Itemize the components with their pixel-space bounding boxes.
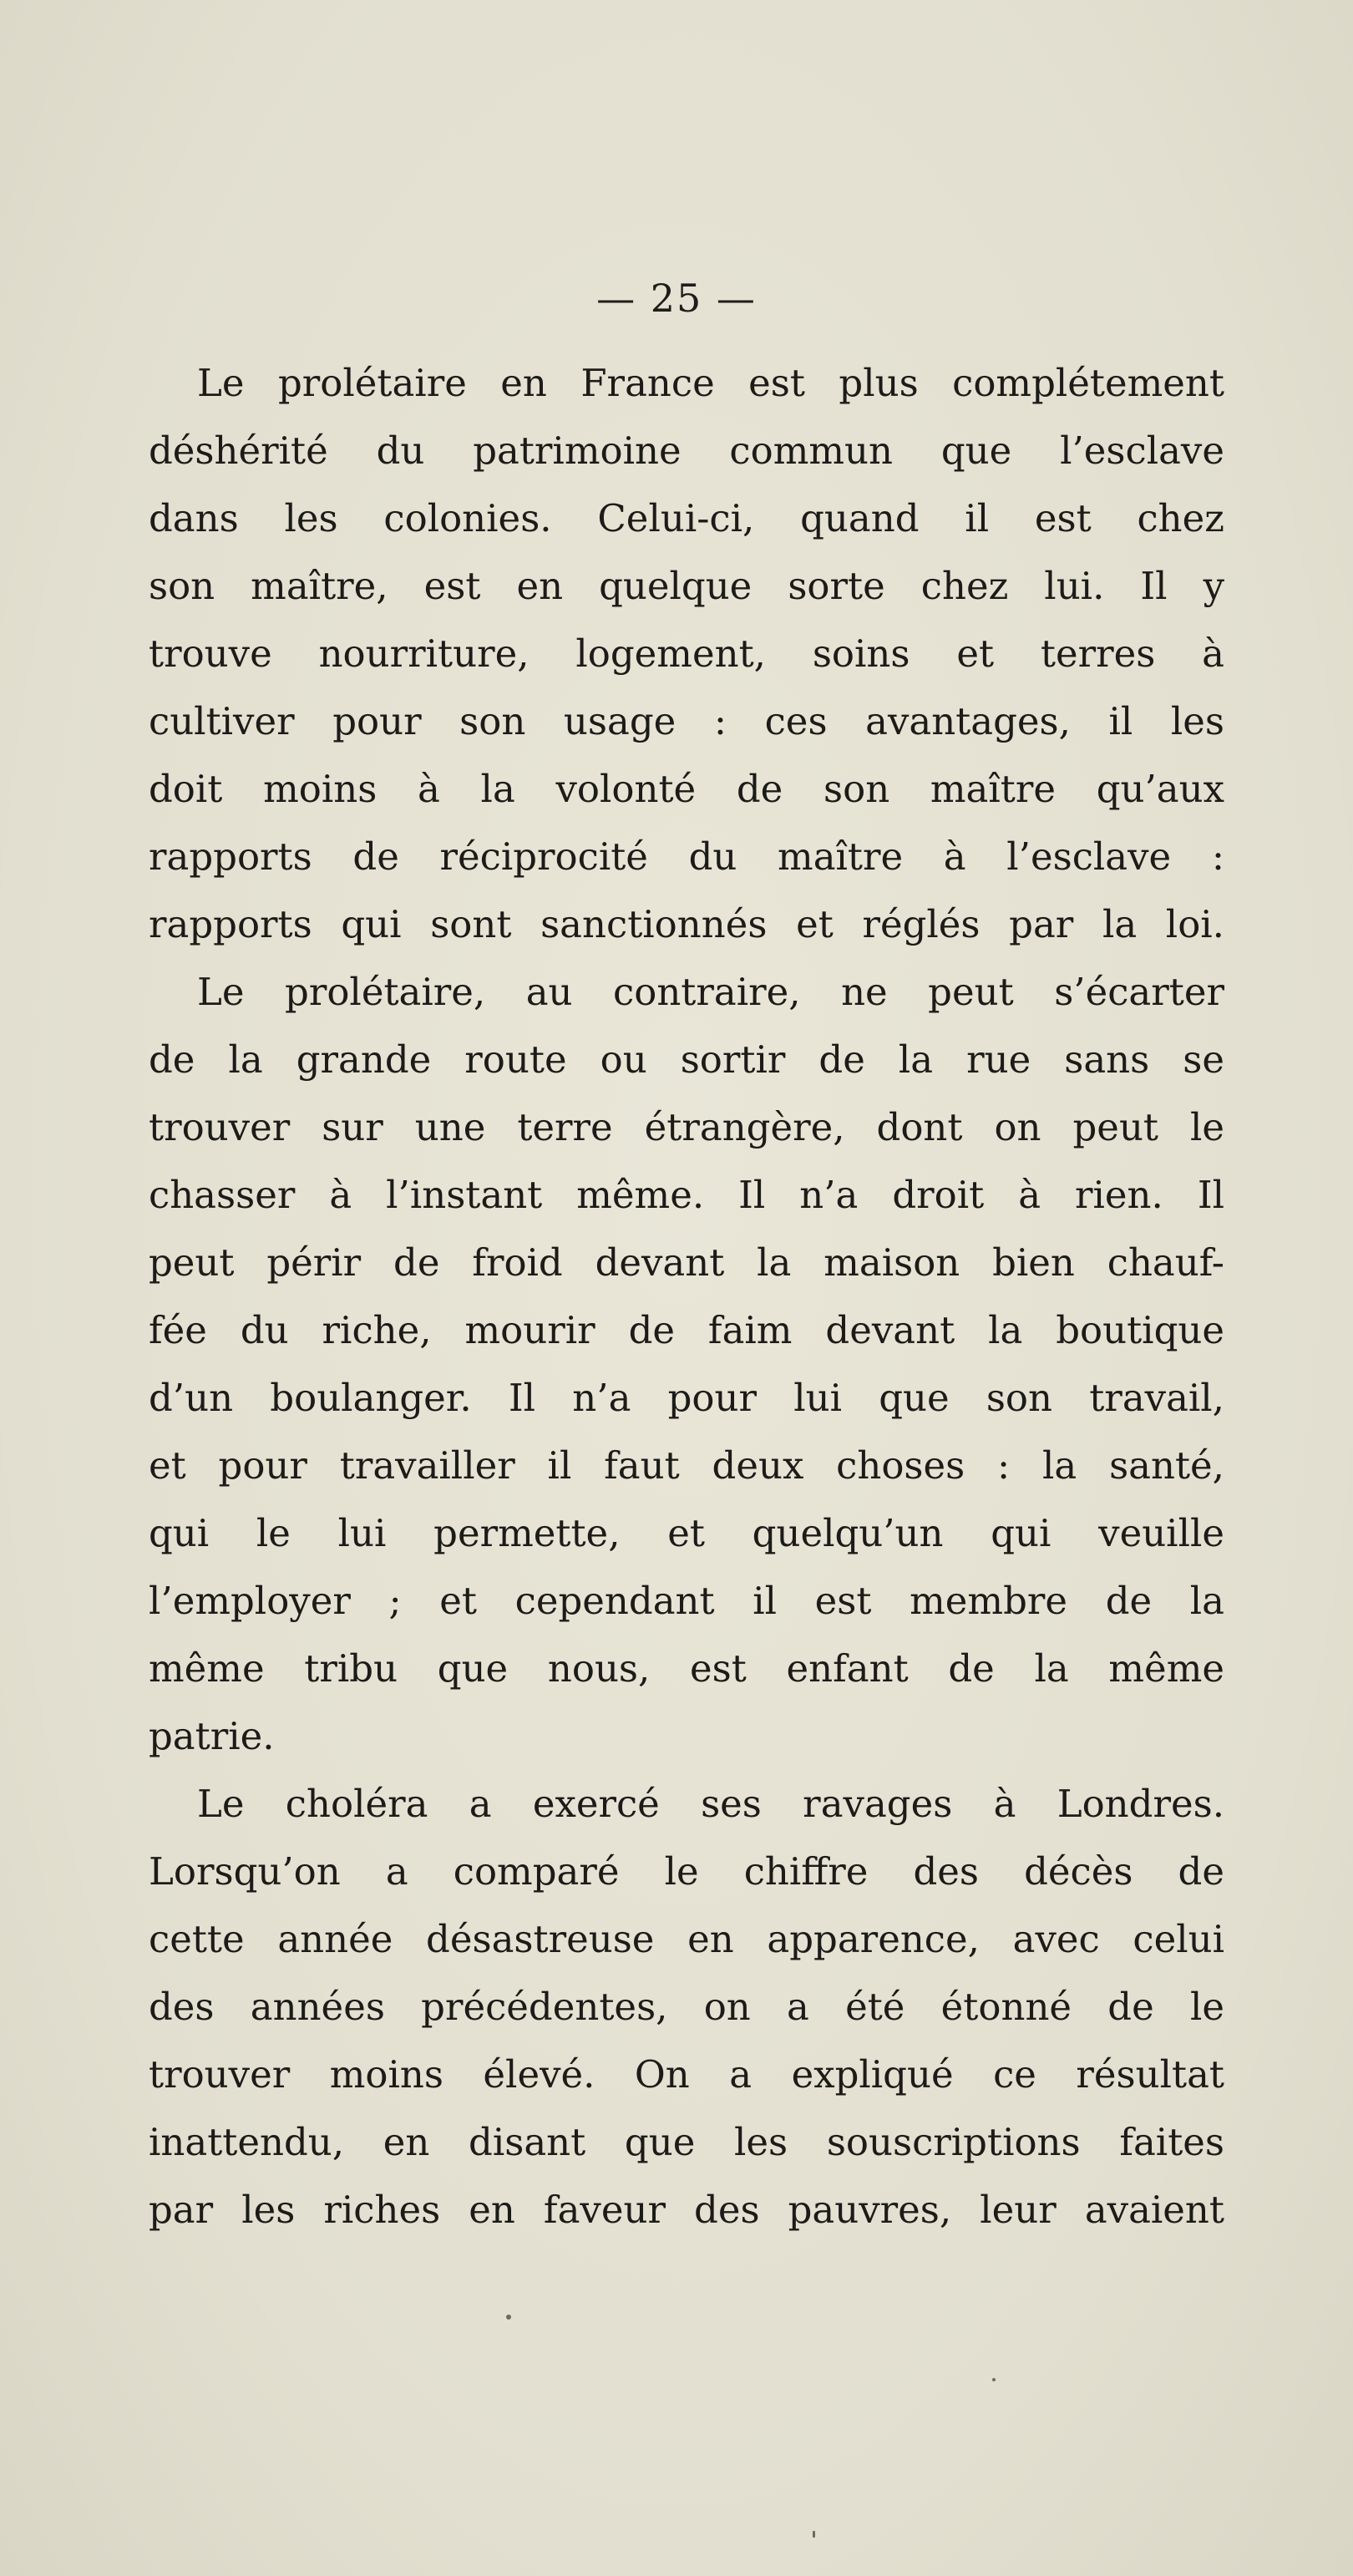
- text-line: trouver sur une terre étrangère, dont on peut le: [149, 1105, 1224, 1149]
- text-line: peut périr de froid devant la maison bien chauf-: [149, 1240, 1224, 1285]
- text-line: l’employer ; et cependant il est membre de la: [149, 1579, 1224, 1623]
- text-line: trouve nourriture, logement, soins et terres à: [149, 631, 1224, 676]
- text-line: de la grande route ou sortir de la rue sans se: [149, 1037, 1224, 1082]
- paper-speck: [506, 2315, 511, 2320]
- text-line: et pour travailler il faut deux choses : la santé,: [149, 1443, 1224, 1488]
- text-line: Le choléra a exercé ses ravages à Londres.: [197, 1782, 1224, 1826]
- body-text: [149, 349, 1224, 2244]
- text-line: chasser à l’instant même. Il n’a droit à rien. Il: [149, 1173, 1224, 1217]
- text-line: cultiver pour son usage : ces avantages, il les: [149, 699, 1224, 743]
- text-line: rapports qui sont sanctionnés et réglés par la loi.: [149, 902, 1224, 946]
- text-line: dans les colonies. Celui-ci, quand il est chez: [149, 496, 1224, 540]
- text-line: Le prolétaire, au contraire, ne peut s’écarter: [197, 970, 1224, 1014]
- text-line: trouver moins élevé. On a expliqué ce résultat: [149, 2052, 1224, 2097]
- text-line: rapports de réciprocité du maître à l’esclave :: [149, 834, 1224, 879]
- text-line: déshérité du patrimoine commun que l’esclave: [149, 428, 1224, 473]
- text-line: fée du riche, mourir de faim devant la boutique: [149, 1308, 1224, 1352]
- text-line: qui le lui permette, et quelqu’un qui veuille: [149, 1511, 1224, 1555]
- text-line: d’un boulanger. Il n’a pour lui que son travail,: [149, 1376, 1224, 1420]
- text-line: par les riches en faveur des pauvres, leur avaient: [149, 2188, 1224, 2232]
- text-line: inattendu, en disant que les souscriptions faites: [149, 2120, 1224, 2164]
- page-number: — 25 —: [596, 276, 757, 321]
- text-line: patrie.: [149, 1714, 275, 1758]
- paper-speck: [992, 2378, 996, 2381]
- paper-speck: [813, 2531, 815, 2538]
- text-line: doit moins à la volonté de son maître qu’aux: [149, 767, 1224, 811]
- text-line: même tribu que nous, est enfant de la même: [149, 1646, 1224, 1691]
- text-line: cette année désastreuse en apparence, avec celui: [149, 1917, 1224, 1961]
- text-line: des années précédentes, on a été étonné de le: [149, 1985, 1224, 2029]
- text-line: son maître, est en quelque sorte chez lui. Il y: [149, 564, 1224, 608]
- text-line: Lorsqu’on a comparé le chiffre des décès de: [149, 1849, 1224, 1894]
- text-line: Le prolétaire en France est plus complétement: [197, 361, 1224, 405]
